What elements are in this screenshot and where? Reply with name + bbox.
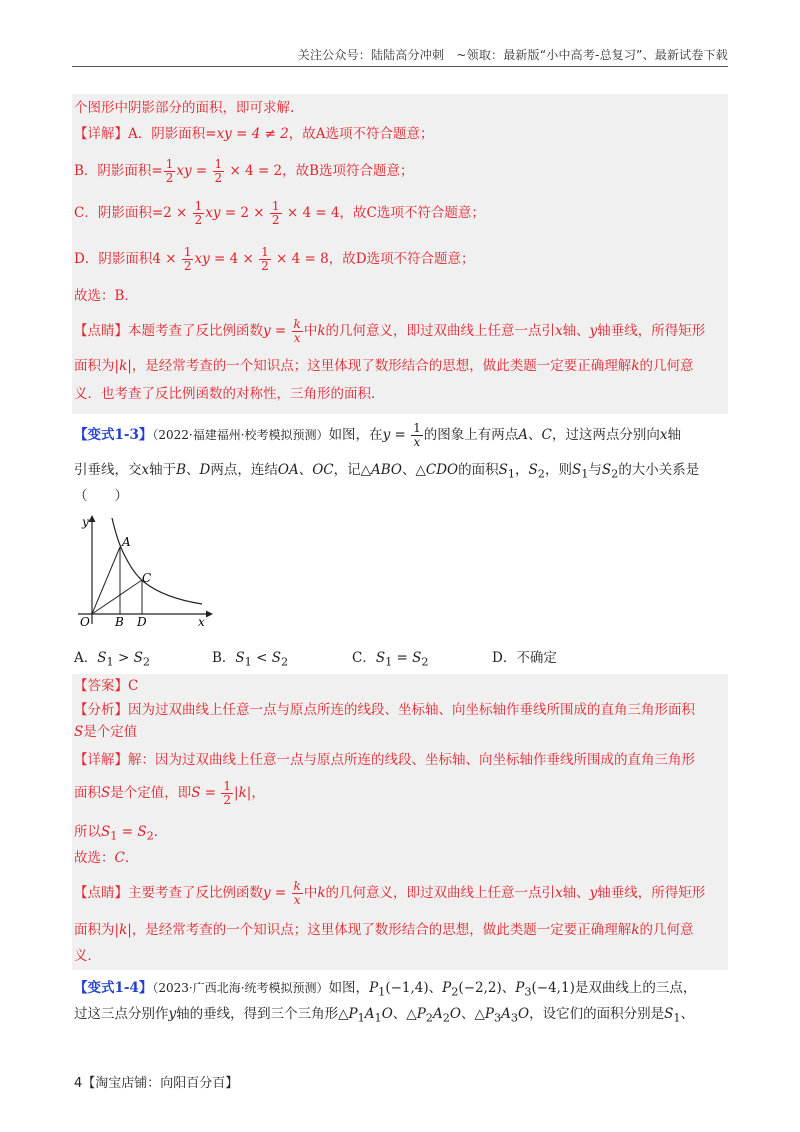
intro-line: 个图形中阴影部分的面积，即可求解. <box>74 100 295 116</box>
comment-line-2: 面积为|k|，是经常考查的一个知识点；这里体现了数形结合的思想，做此类题一定要正确理解k的几何意 <box>74 358 694 374</box>
detail2-line-3: 所以$S_1 = S_2$． <box>74 824 168 843</box>
variant-1-3-line-1: 【变式1-3】（2022·福建福州·校考模拟预测）如图，在y = $\frac{1}{x}$ 的图象上有两点A、C，过这两点分别向x轴 <box>74 421 681 449</box>
point-d-label: D <box>137 615 147 629</box>
variant-1-3-line-3: （ ） <box>74 488 128 504</box>
option-c[interactable]: C．$S_1 = S_2$ <box>352 650 429 669</box>
detail-line-d: D．阴影面积4 × $\frac{1}{2}$ xy = 4 × $\frac{1}{2}$ × 4 = 8，故D选项不符合题意； <box>74 245 475 273</box>
variant-1-3-label: 【变式1-3】 <box>74 427 153 443</box>
variant-1-4-line-2: 过这三点分别作y轴的垂线，得到三个三角形$\triangle P_1A_1O$、$\triangle P_2A_2O$、$\triangle P_3A_3O$，设它们的面积分别是$S_1$、 <box>74 1006 695 1025</box>
detail2-line-4: 故选：C． <box>74 850 139 866</box>
option-d[interactable]: D．不确定 <box>492 650 557 666</box>
option-b[interactable]: B．$S_1 < S_2$ <box>212 650 289 669</box>
variant-1-4-label: 【变式1-4】 <box>74 980 153 996</box>
variant-1-3-line-2: 引垂线，交x轴于B、D两点，连结OA、OC，记△ABO、△CDO的面积$S_1$，$S_2$，则$S_1$与$S_2$的大小关系是 <box>74 462 700 481</box>
x-axis-arrow <box>206 611 213 618</box>
detail-line-b: B．阴影面积= $\frac{1}{2}$ xy = $\frac{1}{2}$ × 4 = 2，故B选项符合题意； <box>74 157 414 185</box>
comment-line-1: 【点睛】本题考查了反比例函数y = $\frac{k}{x}$ 中k的几何意义，即过双曲线上任意一点引x轴、y轴垂线，所得矩形 <box>74 317 706 345</box>
y-axis-label: y <box>82 515 89 529</box>
answer-line: 【答案】C <box>74 678 139 694</box>
analysis-line-1: 【分析】因为过双曲线上任意一点与原点所连的线段、坐标轴、向坐标轴作垂线所围成的直角三角形面积 <box>74 702 695 718</box>
analysis-line-2: S是个定值 <box>74 724 138 740</box>
header-divider <box>72 66 728 67</box>
comment-line-3: 义．也考查了反比例函数的对称性，三角形的面积． <box>74 386 385 402</box>
point-b-label: B <box>115 615 124 629</box>
point-a-label: A <box>122 535 131 549</box>
hyperbola-graph <box>72 512 222 632</box>
y-axis-arrow <box>89 515 96 522</box>
detail-label: 【详解】 <box>74 126 128 142</box>
detail2-line-2: 面积S是个定值，即S = $\frac{1}{2}$ |k|， <box>74 779 265 807</box>
x-axis-label: x <box>198 615 205 629</box>
comment2-line-2: 面积为|k|，是经常考查的一个知识点；这里体现了数形结合的思想，做此类题一定要正确理解k的几何意 <box>74 922 694 938</box>
option-a[interactable]: A．$S_1 > S_2$ <box>74 650 150 669</box>
detail2-line-1: 【详解】解：因为过双曲线上任意一点与原点所连的线段、坐标轴、向坐标轴作垂线所围成的直角三角形 <box>74 752 695 768</box>
origin-label: O <box>80 615 90 629</box>
page-footer: 4【淘宝店铺：向阳百分百】 <box>74 1076 239 1091</box>
variant-1-4-line-1: 【变式1-4】（2023·广西北海·统考模拟预测）如图，$P_1(-1,4)$、$P_2(-2,2)$、$P_3(-4,1)$是双曲线上的三点， <box>74 980 697 999</box>
comment2-line-3: 义． <box>74 948 101 964</box>
page-header: 关注公众号：陆陆高分冲刺 ~领取：最新版“小中高考-总复习”、最新试卷下载 <box>297 48 728 62</box>
detail-line-a: 【详解】A．阴影面积=xy = 4 ≠ 2，故A选项不符合题意； <box>74 126 434 142</box>
point-c-label: C <box>142 571 152 585</box>
choose-line: 故选：B． <box>74 288 138 304</box>
comment2-line-1: 【点睛】主要考查了反比例函数y = $\frac{k}{x}$ 中k的几何意义，即过双曲线上任意一点引x轴、y轴垂线，所得矩形 <box>74 879 706 907</box>
detail-line-c: C．阴影面积=2 × $\frac{1}{2}$ xy = 2 × $\frac{1}{2}$ × 4 = 4，故C选项不符合题意； <box>74 199 485 227</box>
